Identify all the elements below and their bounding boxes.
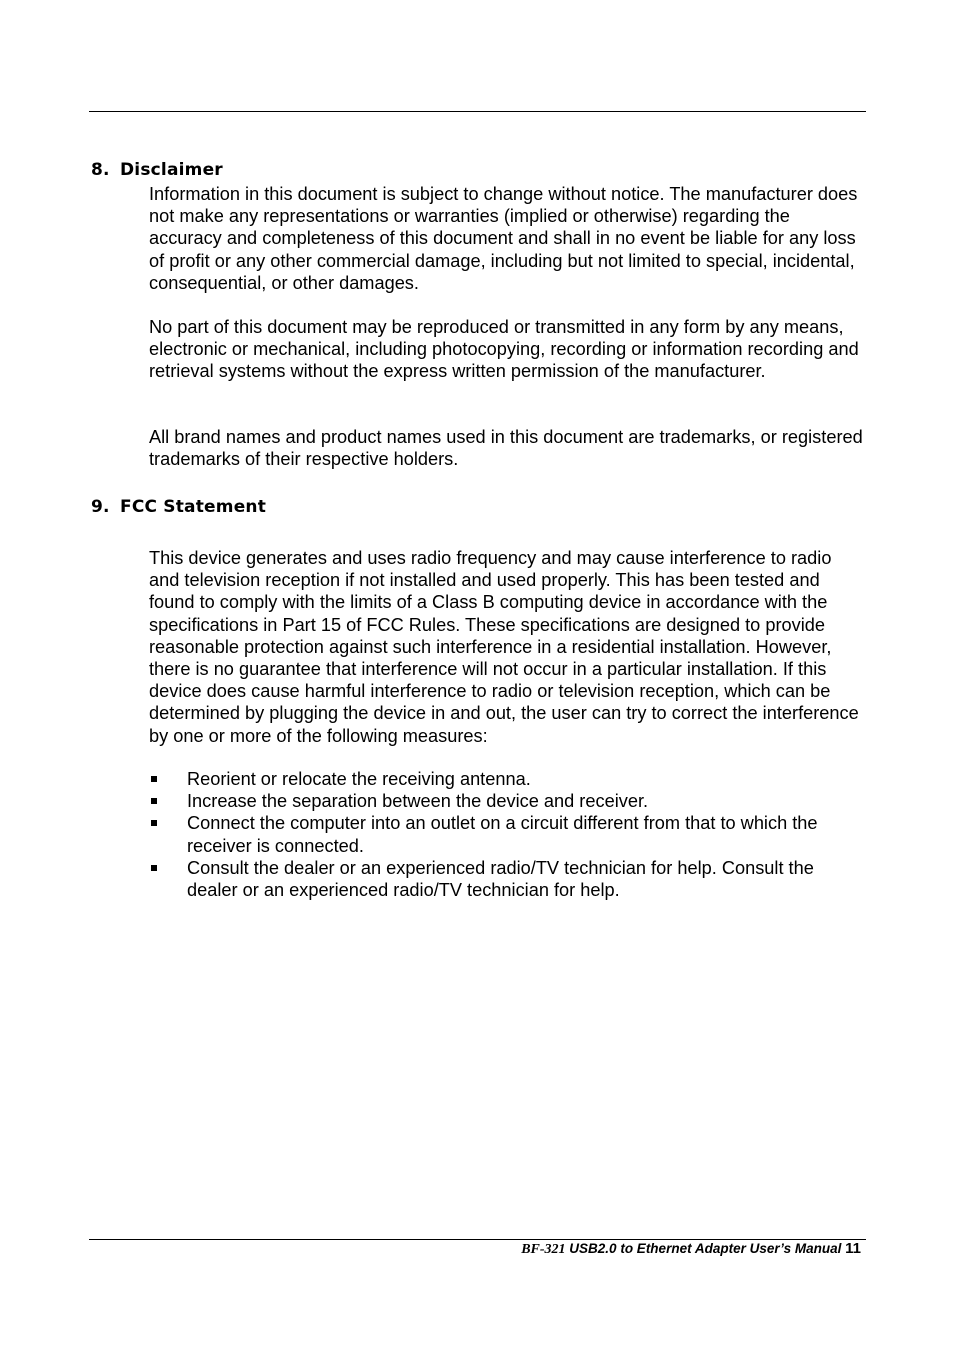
section-number: 9.: [91, 497, 110, 517]
list-item-text: Increase the separation between the device and receiver.: [187, 791, 649, 812]
section-title: FCC Statement: [120, 497, 267, 517]
square-bullet-icon: [151, 798, 157, 804]
disclaimer-paragraph-1: Information in this document is subject to change without notice. The manufacturer does not make any representations or warranties (implied or otherwise) regarding the accuracy and completeness of this document and shall in no event be liable for any loss of profit or any other commercial damage, including but not limited to special, incidental, consequential, or other damages.: [149, 184, 858, 293]
section-heading-disclaimer: [91, 160, 223, 180]
section-heading-fcc: [91, 497, 266, 517]
section-title: Disclaimer: [120, 160, 223, 180]
list-item: [149, 812, 865, 856]
list-item-text: Reorient or relocate the receiving antenna.: [187, 769, 531, 789]
disclaimer-paragraph-2: No part of this document may be reproduced or transmitted in any form by any means, electronic or mechanical, including photocopying, recording or information recording and retrieval systems without the express written permission of the manufacturer.: [149, 317, 859, 382]
list-item-text: Consult the dealer or an experienced radio/TV technician for help. Consult the dealer or an experienced radio/TV technician for help.: [187, 857, 814, 901]
fcc-paragraph: This device generates and uses radio frequency and may cause interference to radio and television reception if not installed and used properly. This has been tested and found to comply with the limits of a Class B computing device in accordance with the specifications in Part 15 of FCC Rules. These specifications are designed to provide reasonable protection against such interference in a residential installation. However, there is no guarantee that interference will not occur in a particular installation. If this device does cause harmful interference to radio or television reception, which can be determined by plugging the device in and out, the user can try to correct the interference by one or more of the following measures:: [149, 548, 859, 746]
list-item: [149, 768, 865, 790]
page-number: 11: [845, 1240, 861, 1257]
list-item: [149, 790, 865, 812]
square-bullet-icon: [151, 820, 157, 826]
square-bullet-icon: [151, 776, 157, 782]
list-item-text: Connect the computer into an outlet on a circuit different from that to which the receiver is connected.: [187, 813, 818, 856]
list-item: [149, 857, 865, 901]
page-footer: [89, 1240, 861, 1259]
footer-manual-title: USB2.0 to Ethernet Adapter User’s Manual: [569, 1241, 842, 1256]
header-rule: [89, 111, 866, 112]
disclaimer-paragraph-3: All brand names and product names used in this document are trademarks, or registered trademarks of their respective holders.: [149, 427, 863, 470]
fcc-measures-list: [149, 768, 865, 901]
square-bullet-icon: [151, 865, 157, 871]
footer-model: BF-321: [521, 1242, 566, 1257]
section-number: 8.: [91, 160, 110, 180]
